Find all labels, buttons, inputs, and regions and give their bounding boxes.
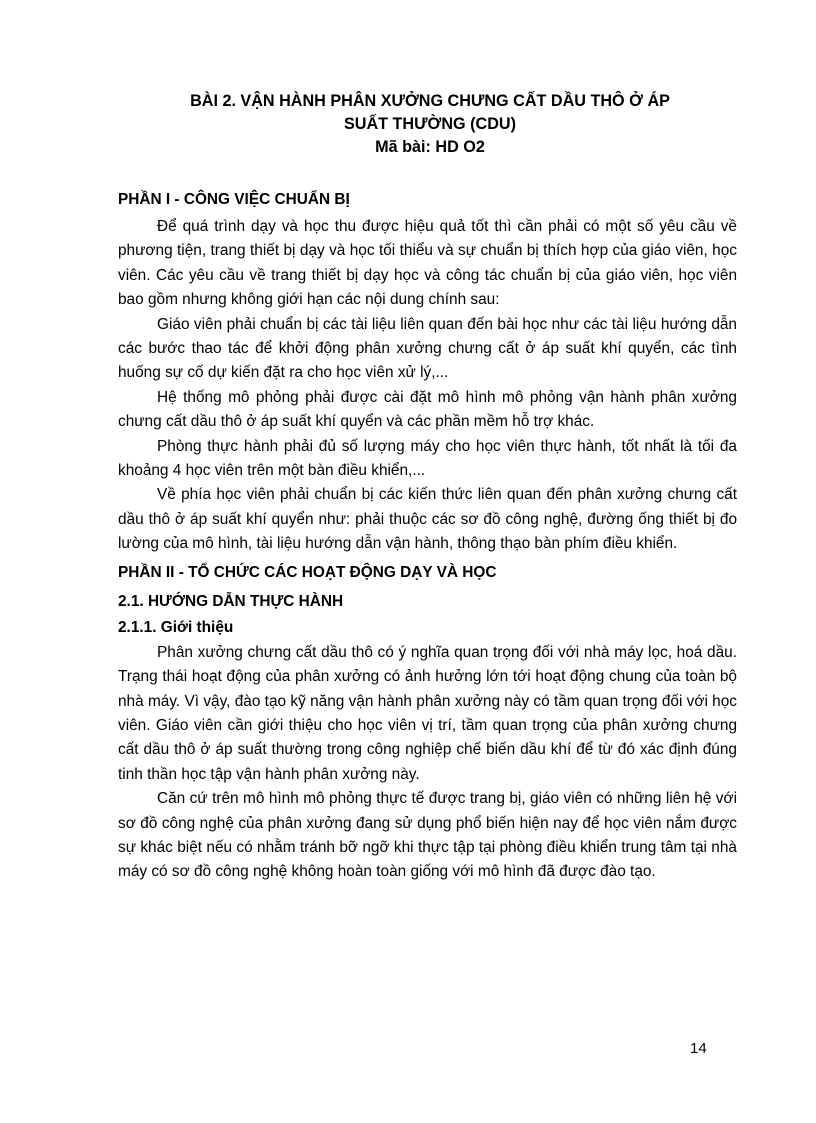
paragraph: Căn cứ trên mô hình mô phỏng thực tế được trang bị, giáo viên có những liên hệ với sơ đồ công nghệ của phân xưởng đang sử dụng phổ biến hiện nay để học viên nắm được sự khác biệt nếu có nhằm tránh bỡ ngỡ khi thực tập tại phòng điều khiển trung tâm tại nhà máy có sơ đồ công nghệ không hoàn toàn giống với mô hình đã được đào tạo. — [118, 790, 737, 881]
paragraph: Phòng thực hành phải đủ số lượng máy cho học viên thực hành, tốt nhất là tối đa khoảng 4 học viên trên một bàn điều khiển,... — [118, 437, 737, 480]
document-body — [118, 188, 737, 885]
subsection-heading: 2.1. HƯỚNG DẪN THỰC HÀNH — [118, 592, 344, 610]
section-1-heading: PHẦN I - CÔNG VIỆC CHUẨN BỊ — [118, 191, 350, 208]
title-line-1: BÀI 2. VẬN HÀNH PHÂN XƯỞNG CHƯNG CẤT DẦU THÔ Ở ÁP — [190, 92, 670, 110]
lesson-title — [118, 90, 742, 159]
paragraph: Hệ thống mô phỏng phải được cài đặt mô hình mô phỏng vận hành phân xưởng chưng cất dầu thô ở áp suất khí quyển và các phần mềm hỗ trợ khác. — [118, 388, 737, 431]
title-line-2: SUẤT THƯỜNG (CDU) — [343, 115, 516, 133]
page-number: 14 — [690, 1040, 707, 1057]
section-2-heading: PHẦN II - TỔ CHỨC CÁC HOẠT ĐỘNG DẠY VÀ HỌC — [118, 563, 497, 581]
paragraph: Phân xưởng chưng cất dầu thô có ý nghĩa quan trọng đối với nhà máy lọc, hoá dầu. Trạng thái hoạt động của phân xưởng có ảnh hưởng lớn tới hoạt động chung của toàn bộ nhà máy. Vì vậy, đào tạo kỹ năng vận hành phân xưởng này có tầm quan trọng đối với học viên. Giáo viên cần giới thiệu cho học viên vị trí, tầm quan trọng của phân xưởng chưng cất dầu thô ở áp suất thường trong công nghiệp chế biến dầu khí để từ đó xác định đúng tinh thần học tập vận hành phân xưởng này. — [118, 643, 737, 783]
lesson-code: Mã bài: HD O2 — [375, 138, 485, 156]
subsubsection-heading: 2.1.1. Giới thiệu — [118, 618, 234, 636]
paragraph: Về phía học viên phải chuẩn bị các kiến thức liên quan đến phân xưởng chưng cất dầu thô ở áp suất khí quyển như: phải thuộc các sơ đồ công nghệ, đường ống thiết bị đo lường của mô hình, tài liệu hướng dẫn vận hành, thông thạo bàn phím điều khiển. — [118, 486, 737, 553]
paragraph: Giáo viên phải chuẩn bị các tài liệu liên quan đến bài học như các tài liệu hướng dẫn các bước thao tác để khởi động phân xưởng chưng cất ở áp suất khí quyển, các tình huống sự cố dự kiến đặt ra cho học viên xử lý,... — [118, 315, 737, 382]
paragraph: Để quá trình dạy và học thu được hiệu quả tốt thì cần phải có một số yêu cầu về phương tiện, trang thiết bị dạy và học tối thiểu và sự chuẩn bị thích hợp của giáo viên, học viên. Các yêu cầu về trang thiết bị dạy học và công tác chuẩn bị của giáo viên, học viên bao gồm nhưng không giới hạn các nội dung chính sau: — [118, 218, 737, 309]
